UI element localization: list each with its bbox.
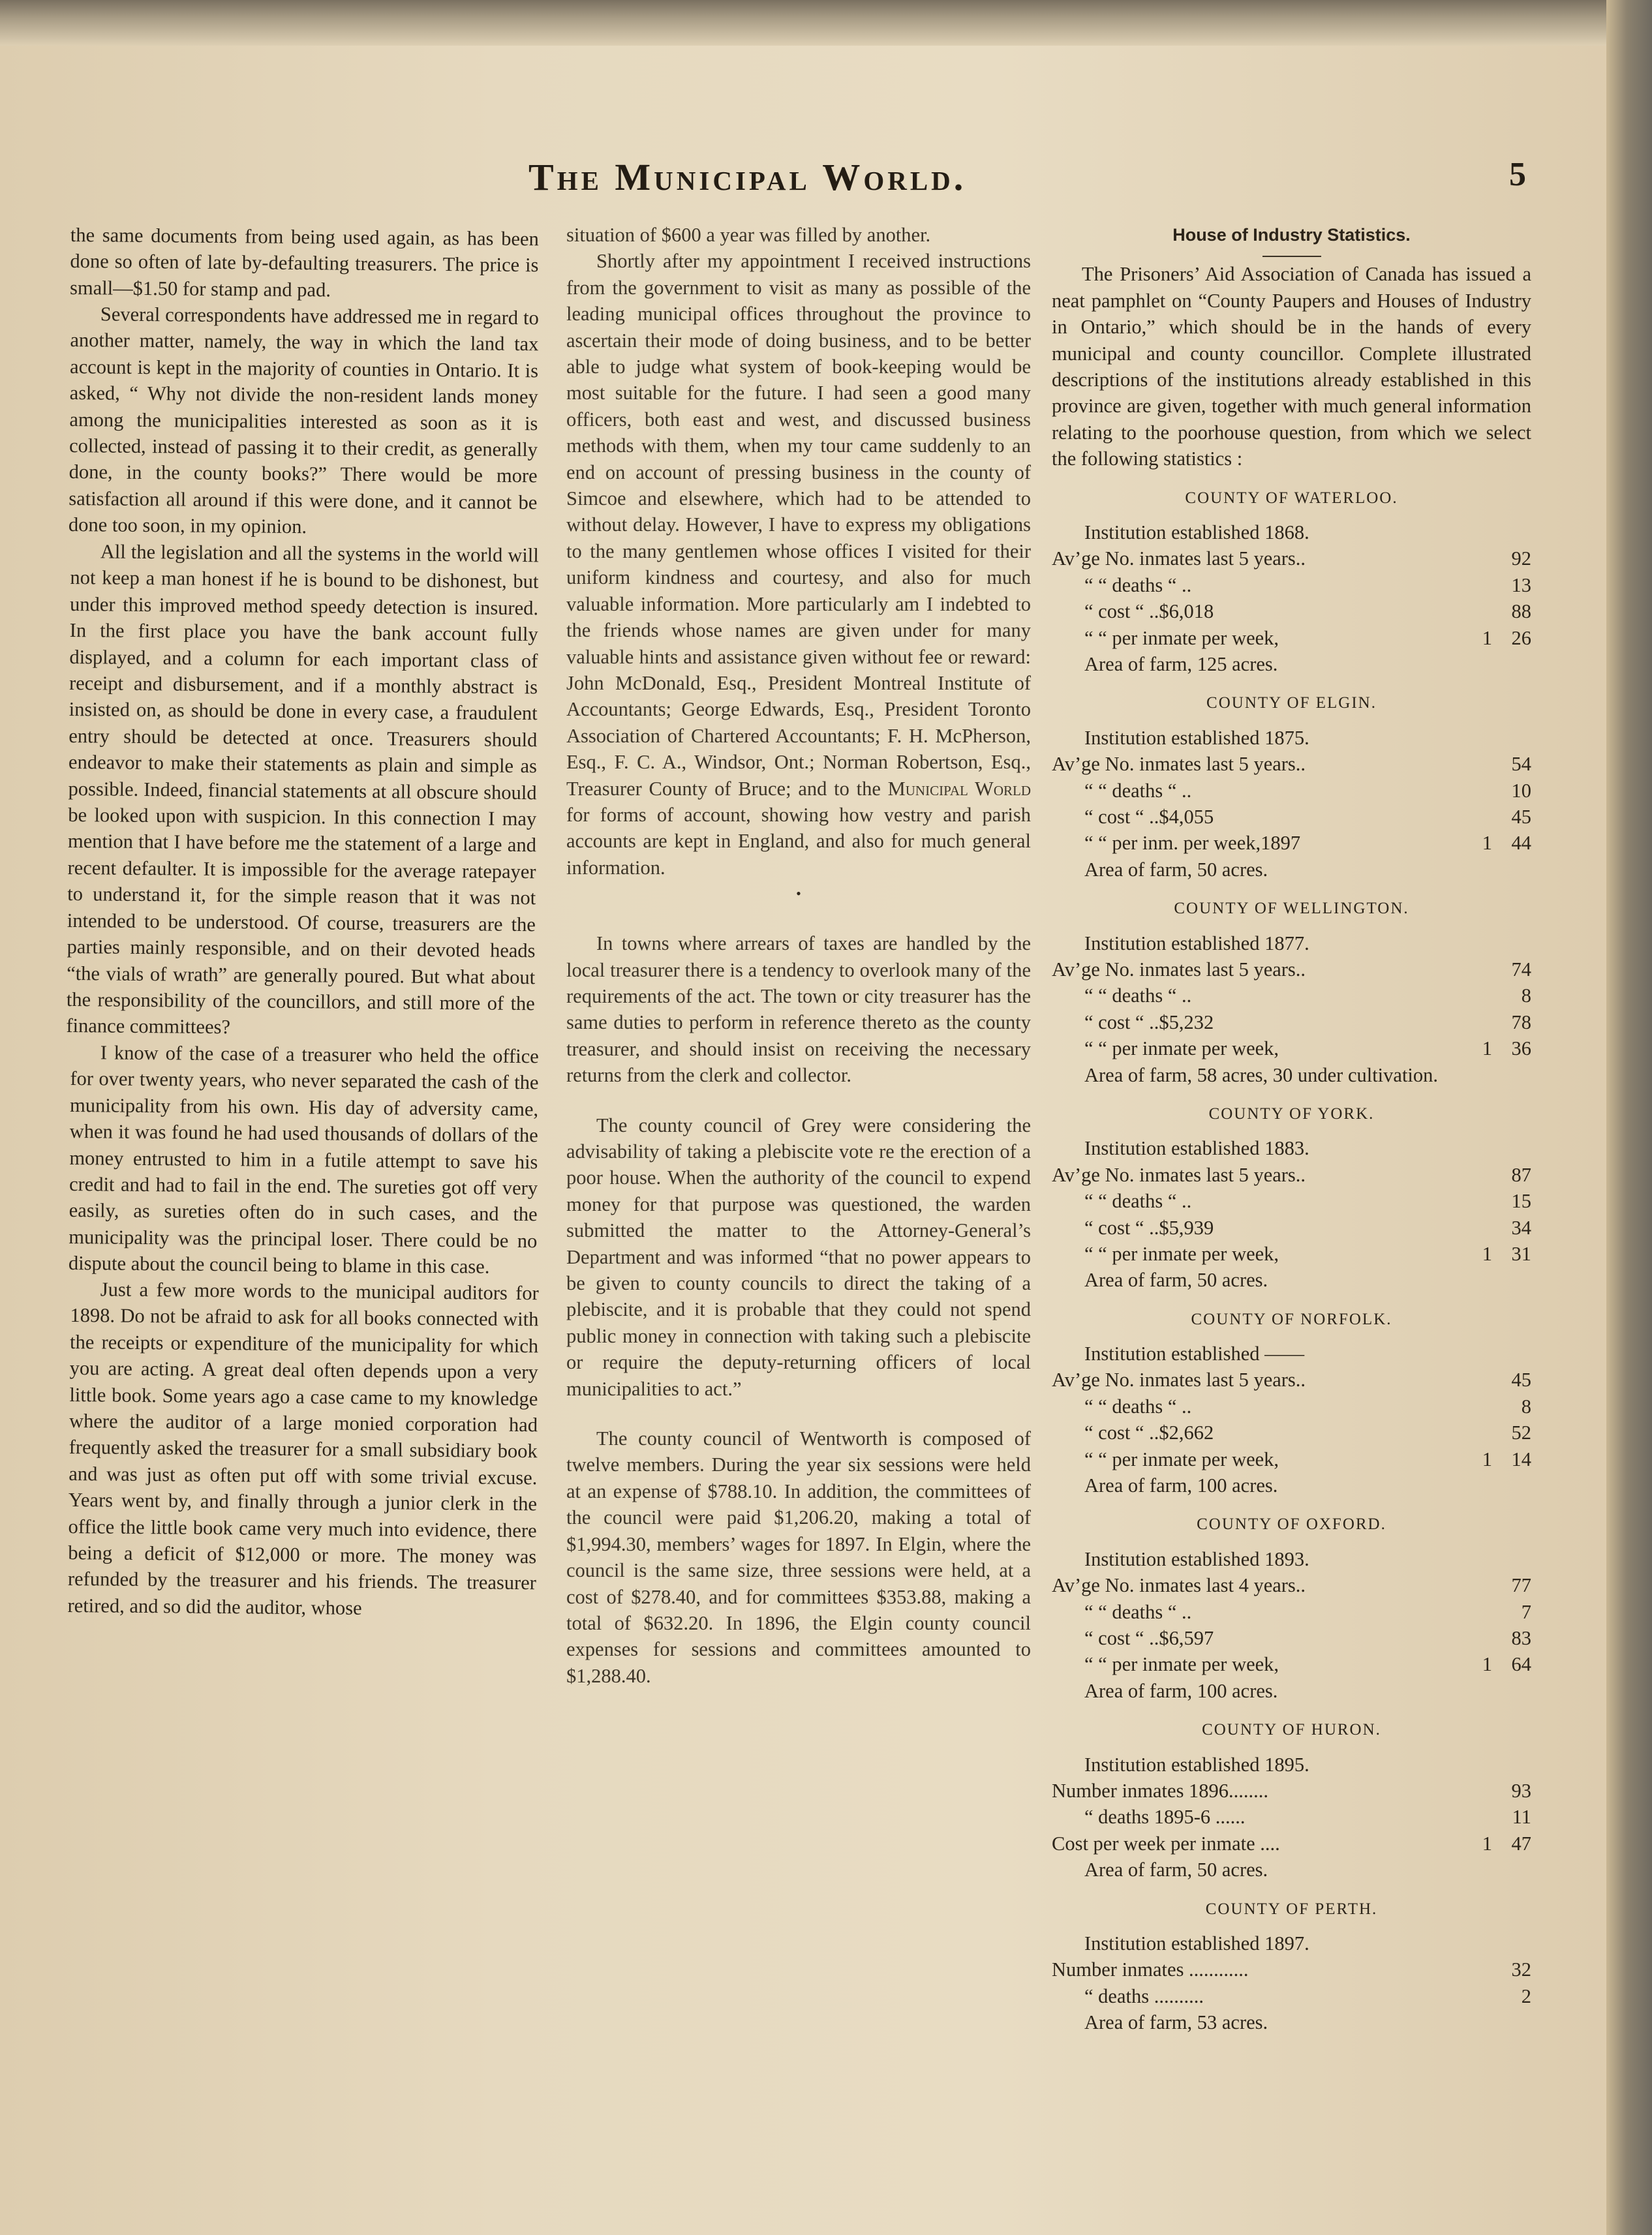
paragraph: In towns where arrears of taxes are handled by the local treasurer there is a tendency to overlook many of the requirements of the act. The town or city treasurer has the same duties to perform in reference thereto as the county treasurer, and should insist on receiving the necessary returns from the clerk and collector. xyxy=(566,932,1031,1087)
stat-value: 8 xyxy=(1521,1395,1531,1418)
stat-established: Institution established 1868. xyxy=(1084,521,1309,544)
stat-label: “ “ deaths “ .. xyxy=(1084,984,1192,1007)
county-block-elgin xyxy=(1052,690,1531,883)
stat-label: Number inmates ............ xyxy=(1052,1958,1249,1981)
stat-value: 1 xyxy=(1482,1448,1492,1470)
stat-label: “ “ deaths “ .. xyxy=(1084,573,1192,596)
stat-value: 77 xyxy=(1511,1574,1531,1597)
county-block-oxford xyxy=(1052,1512,1531,1704)
stat-value: 83 xyxy=(1511,1627,1531,1649)
stat-value: 1 xyxy=(1482,1832,1492,1855)
paragraph: situation of $600 a year was filled by another. xyxy=(566,224,931,246)
county-heading: COUNTY OF ELGIN. xyxy=(1206,694,1377,712)
binding-edge xyxy=(1606,0,1652,2235)
stat-value: 14 xyxy=(1511,1448,1531,1470)
stat-value: 31 xyxy=(1511,1242,1531,1265)
stat-label: “ cost “ ..$4,055 xyxy=(1084,805,1214,828)
county-block-wellington xyxy=(1052,896,1531,1088)
stat-label: Av’ge No. inmates last 5 years.. xyxy=(1052,1163,1306,1186)
stat-value: 93 xyxy=(1511,1779,1531,1802)
stat-value: 34 xyxy=(1511,1216,1531,1239)
county-block-york xyxy=(1052,1101,1531,1294)
stat-label: Cost per week per inmate .... xyxy=(1052,1832,1280,1855)
stat-value: 92 xyxy=(1511,547,1531,570)
stat-value: 74 xyxy=(1511,958,1531,981)
column-middle xyxy=(566,222,1031,1689)
stat-label: “ “ per inm. per week,1897 xyxy=(1084,832,1301,855)
stat-farm: Area of farm, 58 acres, 30 under cultivation. xyxy=(1084,1063,1439,1086)
county-heading: COUNTY OF NORFOLK. xyxy=(1191,1310,1392,1328)
county-heading: COUNTY OF PERTH. xyxy=(1205,1900,1378,1918)
page-header xyxy=(0,155,1652,201)
stat-established: Institution established 1893. xyxy=(1084,1547,1309,1570)
stat-label: Av’ge No. inmates last 5 years.. xyxy=(1052,753,1306,776)
publication-name: Municipal World xyxy=(887,777,1031,800)
paragraph: The Prisoners’ Aid Association of Canada has issued a neat pamphlet on “County Paupers and Houses of Industry in Ontario,” which should be in the hands of every municipal and county councillor. Complete illustrated descriptions of the institutions already established in this province are given, together with much general information relating to the poorhouse question, from which we select the following statistics : xyxy=(1052,263,1531,470)
stat-label: “ cost “ ..$5,939 xyxy=(1084,1216,1214,1239)
stat-value: 64 xyxy=(1511,1653,1531,1676)
column-right xyxy=(1052,222,1531,2036)
stat-value: 44 xyxy=(1511,832,1531,855)
stat-label: “ deaths 1895-6 ...... xyxy=(1084,1806,1246,1829)
stat-value: 1 xyxy=(1482,626,1492,649)
stat-label: “ deaths .......... xyxy=(1084,1984,1204,2007)
page-top-shadow xyxy=(0,0,1652,46)
stat-label: “ “ per inmate per week, xyxy=(1084,1448,1279,1470)
stat-value: 45 xyxy=(1511,1369,1531,1391)
stat-established: Institution established 1877. xyxy=(1084,932,1309,954)
stat-label: “ cost “ ..$5,232 xyxy=(1084,1011,1214,1033)
stat-established: Institution established 1875. xyxy=(1084,726,1309,749)
stat-farm: Area of farm, 50 acres. xyxy=(1084,1859,1268,1881)
paragraph: The county council of Grey were considering the advisability of taking a plebiscite vote re the erection of a poor house. When the authority of the council to expend money for that purpose was questioned, the warden submitted the matter to the Attorney-General’s Department and was informed “that no power appears to be given to county councils to direct the taking of a plebiscite, and it is probable that they could not spend public money in connection with taking such a plebiscite or require the deputy-returning officers of local municipalities to act.” xyxy=(566,1114,1031,1400)
stat-established: Institution established 1883. xyxy=(1084,1137,1309,1160)
stat-label: “ “ per inmate per week, xyxy=(1084,1653,1279,1676)
stat-farm: Area of farm, 100 acres. xyxy=(1084,1679,1278,1702)
stat-value: 2 xyxy=(1521,1984,1531,2007)
stat-farm: Area of farm, 50 acres. xyxy=(1084,1269,1268,1292)
stat-established: Institution established —— xyxy=(1084,1343,1305,1365)
heading-rule xyxy=(1262,256,1321,257)
stat-established: Institution established 1897. xyxy=(1084,1932,1309,1954)
paragraph: All the legislation and all the systems in the world will not keep a man honest if he is bound to be dishonest, but under this improved method speedy detection is insured. In the first place you have the bank account fully displayed, and a column for each important class of receipt and disbursement, and if a monthly abstract is insisted on, as should be done in every case, a fraudulent entry should be detected at once. Treasurers should endeavor to make their statements as plain and simple as possible. Indeed, financial statements at all obscure should be looked upon with suspicion. In this connection I may mention that I have before me the statement of a large and recent defaulter. It is impossible for the average ratepayer to understand it, for the simple reason that it was not intended to be understood. Of course, treasurers are the parties mainly responsible, and on their devoted heads “the vials of wrath” are generally poured. But what about the responsibility of the councillors, and still more of the finance committees? xyxy=(66,540,539,1039)
masthead-title: The Municipal World. xyxy=(528,156,967,198)
paragraph: Shortly after my appointment I received instructions from the government to visit as many as possible of the leading municipal offices throughout the province to ascertain their mode of doing business, and to be better able to judge what system of book-keeping would be most suitable for the future. I had seen a good many officers, both east and west, and discussed business methods with them, when my tour came suddenly to an end on account of pressing business in the county of Simcoe and elsewhere, which had to be attended to without delay. However, I have to express my obligations to the many gentlemen whose offices I visited for their uniform kindness and courtesy, and also for much valuable information. More particularly am I indebted to the friends whose names are given under for many valuable hints and assistance given without fee or reward: John McDonald, Esq., President Montreal Institute of Accountants; George Edwards, Esq., President Toronto Association of Chartered Accountants; F. H. McPherson, Esq., F. C. A., Windsor, Ont.; Norman Robertson, Esq., Treasurer County of Bruce; and to the Municipal World for forms of account, showing how vestry and parish accounts are kept in England, and also for much general information. xyxy=(566,250,1031,879)
stat-label: “ “ deaths “ .. xyxy=(1084,1190,1192,1213)
stat-label: “ “ deaths “ .. xyxy=(1084,1395,1192,1418)
stat-value: 1 xyxy=(1482,832,1492,855)
stat-value: 52 xyxy=(1511,1422,1531,1444)
stat-label: “ “ deaths “ .. xyxy=(1084,779,1192,802)
stat-value: 32 xyxy=(1511,1958,1531,1981)
county-block-norfolk xyxy=(1052,1307,1531,1499)
stat-label: “ “ per inmate per week, xyxy=(1084,1242,1279,1265)
stat-value: 15 xyxy=(1511,1190,1531,1213)
stat-value: 1 xyxy=(1482,1653,1492,1676)
stat-value: 26 xyxy=(1511,626,1531,649)
stat-value: 78 xyxy=(1511,1011,1531,1033)
paragraph: Several correspondents have addressed me in regard to another matter, namely, the way in which the land tax account is kept in the majority of counties in Ontario. It is asked, “ Why not divide the non-resident lands money among the municipalities interested as soon as it is collected, instead of passing it to their credit, as generally done, in the county books?” There would be more satisfaction all around if this were done, and it cannot be done too soon, in my opinion. xyxy=(68,303,539,538)
stat-label: “ cost “ ..$2,662 xyxy=(1084,1422,1214,1444)
stat-value: 7 xyxy=(1521,1600,1531,1623)
stat-value: 87 xyxy=(1511,1163,1531,1186)
stat-label: “ “ per inmate per week, xyxy=(1084,1037,1279,1060)
stat-farm: Area of farm, 125 acres. xyxy=(1084,653,1278,676)
stat-label: Av’ge No. inmates last 5 years.. xyxy=(1052,547,1306,570)
stat-value: 13 xyxy=(1511,573,1531,596)
county-block-waterloo xyxy=(1052,485,1531,678)
stat-label: “ “ deaths “ .. xyxy=(1084,1600,1192,1623)
stat-label: “ “ per inmate per week, xyxy=(1084,626,1279,649)
stat-value: 1 xyxy=(1482,1242,1492,1265)
stat-label: Av’ge No. inmates last 4 years.. xyxy=(1052,1574,1306,1597)
paragraph: Just a few more words to the municipal auditors for 1898. Do not be afraid to ask for all books connected with the receipts or expenditure of the municipality for which you are acting. A great deal often depends upon a very little book. Some years ago a case came to my knowledge where the auditor of a large monied corporation had frequently asked the treasurer for a small subsidiary book and was just as often put off with some trivial excuse. Years went by, and finally through a junior clerk in the office the little book came very much into evidence, there being a deficit of $12,000 or more. The money was refunded by the treasurer and his friends. The treasurer retired, and so did the auditor, whose xyxy=(67,1278,539,1620)
stat-label: “ cost “ ..$6,597 xyxy=(1084,1627,1214,1649)
stat-label: Av’ge No. inmates last 5 years.. xyxy=(1052,1369,1306,1391)
column-left xyxy=(66,222,539,1620)
stat-value: 10 xyxy=(1511,779,1531,802)
paragraph: I know of the case of a treasurer who held the office for over twenty years, who never separated the cash of the municipality from his own. His day of adversity came, when it was found he had used thousands of dollars of the money entrusted to him in a futile attempt to save his credit and had to fail in the end. The sureties got off very easily, as sureties often do in such cases, and the municipality was the principal loser. There could be no dispute about the council being to blame in this case. xyxy=(68,1041,539,1278)
paragraph: The county council of Wentworth is composed of twelve members. During the year six sessions were held at an expense of $788.10. In addition, the committees of the council were paid $1,206.20, making a total of $1,994.30, members’ wages for 1897. In Elgin, where the council is the same size, three sessions were held, at a cost of $278.40, and for committees $353.88, making a total of $632.20. In 1896, the Elgin county council expenses for sessions and committees amounted to $1,288.40. xyxy=(566,1427,1031,1687)
stat-farm: Area of farm, 50 acres. xyxy=(1084,858,1268,881)
stat-label: Number inmates 1896........ xyxy=(1052,1779,1269,1802)
page-number: 5 xyxy=(1509,156,1526,193)
county-block-huron xyxy=(1052,1717,1531,1883)
stat-label: “ cost “ ..$6,018 xyxy=(1084,600,1214,623)
stat-established: Institution established 1895. xyxy=(1084,1753,1309,1776)
county-heading: COUNTY OF YORK. xyxy=(1208,1104,1375,1123)
stat-value: 1 xyxy=(1482,1037,1492,1060)
stat-value: 8 xyxy=(1521,984,1531,1007)
stat-value: 88 xyxy=(1511,600,1531,623)
stat-farm: Area of farm, 53 acres. xyxy=(1084,2011,1268,2034)
county-heading: COUNTY OF WATERLOO. xyxy=(1185,489,1398,507)
paragraph: the same documents from being used again, as has been done so often of late by-defaulting treasurers. The price is small—$1.50 for stamp and pad. xyxy=(69,223,539,301)
stat-value: 11 xyxy=(1512,1806,1531,1829)
county-heading: COUNTY OF OXFORD. xyxy=(1197,1515,1386,1534)
stat-farm: Area of farm, 100 acres. xyxy=(1084,1474,1278,1497)
county-block-perth xyxy=(1052,1896,1531,2036)
stat-label: Av’ge No. inmates last 5 years.. xyxy=(1052,958,1306,981)
stat-value: 54 xyxy=(1511,753,1531,776)
section-heading: House of Industry Statistics. xyxy=(1172,225,1411,245)
stat-value: 36 xyxy=(1511,1037,1531,1060)
stat-value: 47 xyxy=(1511,1832,1531,1855)
stat-value: 45 xyxy=(1511,805,1531,828)
county-heading: COUNTY OF HURON. xyxy=(1202,1721,1381,1739)
section-separator: • xyxy=(796,885,801,902)
county-heading: COUNTY OF WELLINGTON. xyxy=(1174,900,1409,918)
